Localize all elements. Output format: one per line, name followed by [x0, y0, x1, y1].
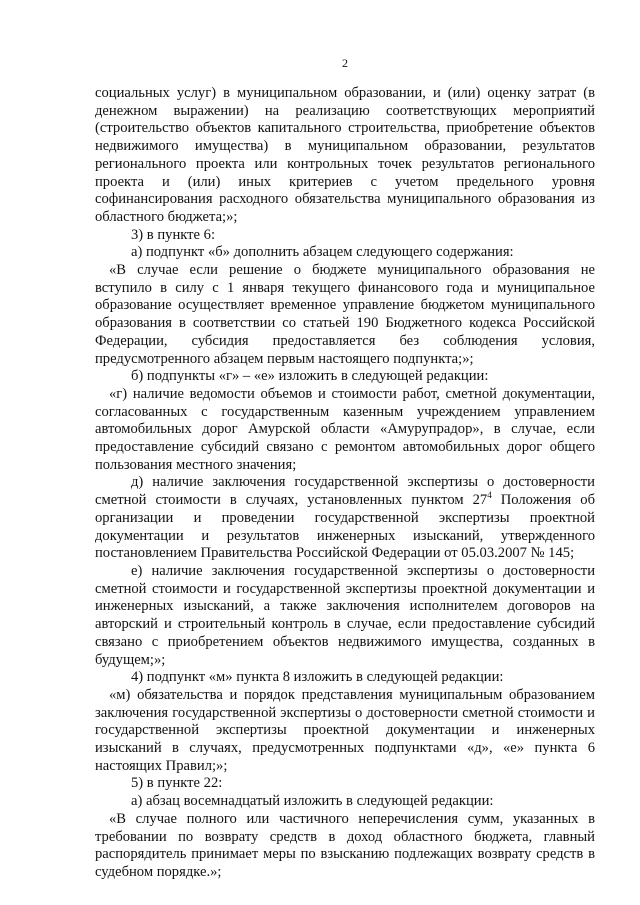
paragraph-subitem-d: [95, 474, 595, 563]
paragraph-item-3: 3) в пункте 6:: [131, 226, 216, 243]
footnote-superscript: 4: [487, 490, 492, 501]
paragraph-subitem-a-22: а) абзац восемнадцатый изложить в следующей редакции:: [131, 793, 494, 810]
paragraph-subitem-a: а) подпункт «б» дополнить абзацем следующего содержания:: [131, 244, 514, 261]
paragraph-subitem-d-text-after: Положения об организации и проведении государственной экспертизы проектной документации и результатов инженерных изысканий, утвержденного постановлением Правительства Российской Федерации от 05.03.2007 № 145;: [95, 492, 595, 562]
paragraph-subitem-d-text-before: д) наличие заключения государственной экспертизы о достоверности сметной стоимости в случаях, установленных пунктом 27: [95, 474, 595, 509]
paragraph-item-4: 4) подпункт «м» пункта 8 изложить в следующей редакции:: [131, 669, 504, 686]
paragraph-quote-recovery: «В случае полного или частичного неперечисления сумм, указанных в требовании по возврату средств в доход областного бюджета, главный распорядитель принимает меры по взысканию подлежащих возврату средств в судебном порядке.»;: [95, 810, 595, 880]
paragraph-subitem-b: б) подпункты «г» – «е» изложить в следующей редакции:: [131, 368, 489, 385]
page-number: 2: [342, 56, 348, 70]
document-page: [95, 56, 595, 882]
paragraph-subitem-e: е) наличие заключения государственной экспертизы о достоверности сметной стоимости и государственной экспертизы проектной документации и инженерных изысканий, а также заключения исполнителем договоров на авторский и строительный контроль в случае, если предоставление субсидий связано с приобретением объектов недвижимого имущества, созданных в будущем;»;: [95, 562, 595, 668]
paragraph-subitem-g: «г) наличие ведомости объемов и стоимости работ, сметной документации, согласованных с государственным казенным учреждением управлением автомобильных дорог Амурской области «Амурупрадор», в случае, если предоставление субсидий связано с ремонтом автомобильных дорог общего пользования местного значения;: [95, 385, 595, 473]
paragraph-item-5: 5) в пункте 22:: [131, 775, 223, 792]
paragraph-quote-budget-decision: «В случае если решение о бюджете муниципального образования не вступило в силу с 1 января текущего финансового года и муниципальное образование осуществляет временное управление бюджетом муниципального образования в соответствии со статьей 190 Бюджетного кодекса Российской Федерации, субсидия предоставляется без соблюдения условия, предусмотренного абзацем первым настоящего подпункта;»;: [95, 262, 595, 367]
paragraph-criteria-continuation: социальных услуг) в муниципальном образовании, и (или) оценку затрат (в денежном выражении) на реализацию соответствующих мероприятий (строительство объектов капитального строительства, приобретение объектов недвижимого имущества) в муниципальном образовании, результатов регионального проекта или контрольных точек результатов регионального проекта и (или) иных критериев с учетом предельного уровня софинансирования расходного обязательства муниципального образования из областного бюджета;»;: [95, 85, 595, 225]
paragraph-subitem-m: «м) обязательства и порядок представления муниципальным образованием заключения государственной экспертизы о достоверности сметной стоимости и государственной экспертизы проектной документации и инженерных изысканий в случаях, предусмотренных подпунктами «д», «е» пункта 6 настоящих Правил;»;: [95, 686, 595, 774]
